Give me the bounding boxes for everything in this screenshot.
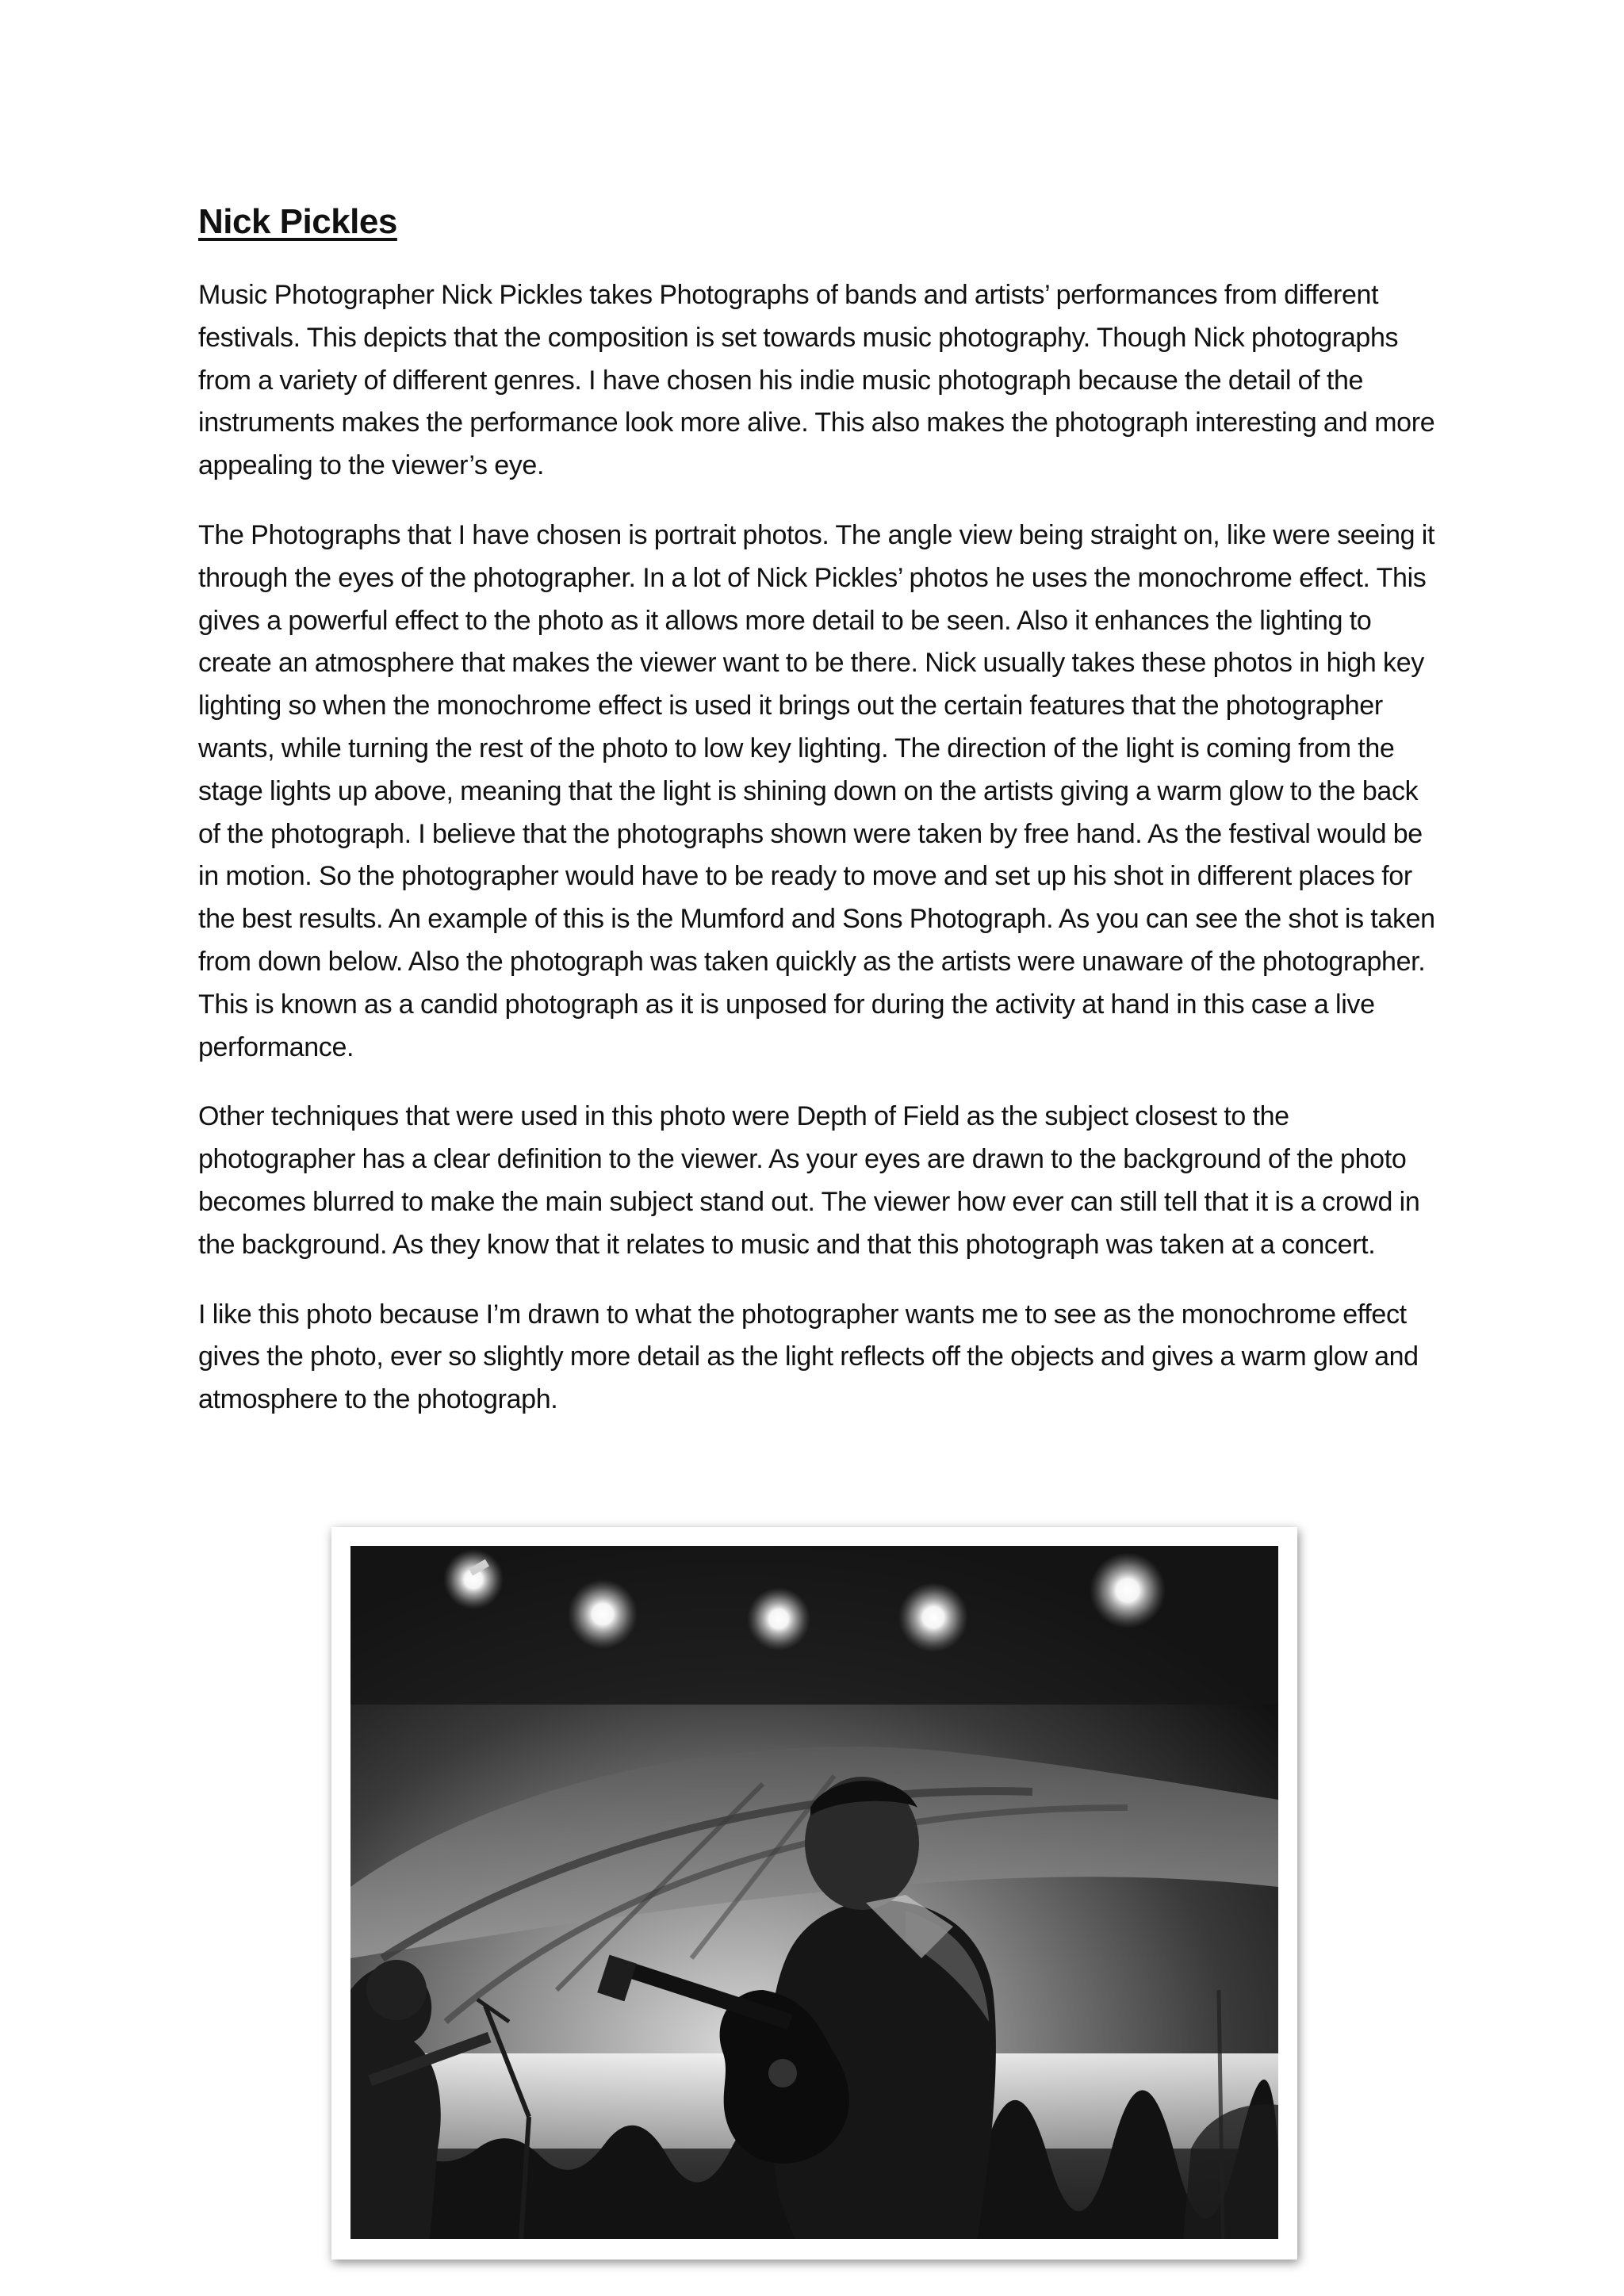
photo-frame (331, 1527, 1297, 2260)
paragraph-opinion: I like this photo because I’m drawn to what the photographer wants me to see as the monochrome effect gives the photo, ever so slightly more detail as the light reflects off the objects and gives a warm glow and atmosphere to the photograph. (198, 1299, 1419, 1415)
paragraph-depth-of-field: Other techniques that were used in this photo were Depth of Field as the subject closest to the photographer has a clear definition to the viewer. As your eyes are drawn to the background of the photo becomes blurred to make the main subject stand out. The viewer how ever can still tell that it is a crowd in the background. As they know that it relates to music and that this photograph was taken at a concert. (198, 1101, 1420, 1260)
document-body (198, 274, 1435, 1448)
paragraph-intro: Music Photographer Nick Pickles takes Photographs of bands and artists’ performances from different festivals. This depicts that the composition is set towards music photography. Though Nick photographs from a variety of different genres. I have chosen his indie music photograph because the detail of the instruments makes the performance look more alive. This also makes the photograph interesting and more appealing to the viewer’s eye. (198, 280, 1435, 481)
concert-photo-image (350, 1546, 1278, 2239)
document-title: Nick Pickles (198, 202, 397, 241)
concert-photograph (350, 1546, 1278, 2239)
paragraph-technique: The Photographs that I have chosen is portrait photos. The angle view being straight on, like were seeing it through the eyes of the photographer. In a lot of Nick Pickles’ photos he uses the monochrome effect. This gives a powerful effect to the photo as it allows more detail to be seen. Also it enhances the lighting to create an atmosphere that makes the viewer want to be there. Nick usually takes these photos in high key lighting so when the monochrome effect is used it brings out the certain features that the photographer wants, while turning the rest of the photo to low key lighting. The direction of the light is coming from the stage lights up above, meaning that the light is shining down on the artists giving a warm glow to the back of the photograph. I believe that the photographs shown were taken by free hand. As the festival would be in motion. So the photographer would have to be ready to move and set up his shot in different places for the best results. An example of this is the Mumford and Sons Photograph. As you can see the shot is taken from down below. Also the photograph was taken quickly as the artists were unaware of the photographer. This is known as a candid photograph as it is unposed for during the activity at hand in this case a live performance. (198, 519, 1435, 1062)
